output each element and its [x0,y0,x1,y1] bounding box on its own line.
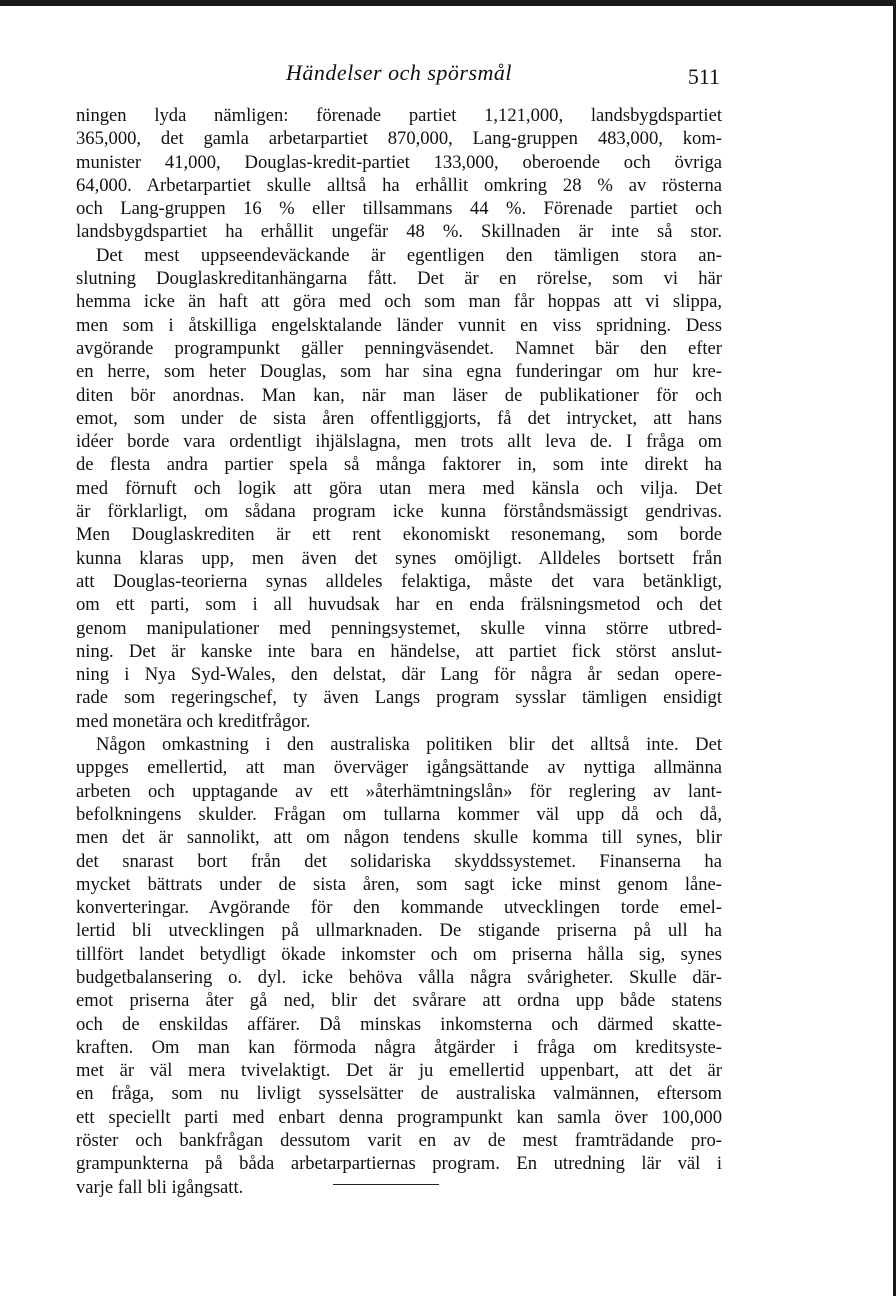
text-line: Det mest uppseendeväckande är egentligen den tämligen stora an- [96,244,722,266]
text-line: konverteringar. Avgörande för den kommande utvecklingen torde emel- [76,897,722,919]
page-number: 511 [687,64,720,89]
text-line: emot, som under de sista åren offentliggjorts, få det intrycket, att hans [76,407,722,429]
text-line: och de enskildas affärer. Då minskas inkomsterna och därmed skatte- [76,1013,722,1035]
text-line: arbeten och upptagande av ett »återhämtningslån» för reglering av lant- [76,780,722,802]
section-end-rule [333,1184,439,1185]
text-line: lertid bli utvecklingen på ullmarknaden. De stigande priserna på ull ha [76,920,722,942]
text-line: mycket bättrats under de sista åren, som sagt icke minst genom låne- [76,873,722,895]
page-header [76,58,722,98]
text-line: varje fall bli igångsatt. [76,1176,244,1198]
text-line: 64,000. Arbetarpartiet skulle alltså ha erhållit omkring 28 % av rösterna [76,174,722,196]
text-line: kunna klaras upp, men även det synes omöjligt. Alldeles bortsett från [76,547,722,569]
text-line: och Lang-gruppen 16 % eller tillsammans 44 %. Förenade partiet och [76,198,722,220]
text-line: rade som regeringschef, ty även Langs program sysslar tämligen ensidigt [76,687,722,709]
text-line: befolkningens skulder. Frågan om tullarna kommer väl upp då och då, [76,803,722,825]
body-text [76,104,722,1199]
text-line: det snarast bort från det solidariska skyddssystemet. Finanserna ha [76,850,722,872]
text-line: uppges emellertid, att man överväger igångsättande av nyttiga allmänna [76,757,722,779]
text-line: en fråga, som nu livligt sysselsätter de australiska valmännen, eftersom [76,1083,722,1105]
text-line: tillfört landet betydligt ökade inkomster och om priserna hålla sig, synes [76,943,722,965]
text-line: Men Douglaskrediten är ett rent ekonomiskt resonemang, som borde [76,524,722,546]
text-line: kraften. Om man kan förmoda några åtgärder i fråga om kreditsyste- [76,1036,722,1058]
text-line: munister 41,000, Douglas-kredit-partiet 133,000, oberoende och övriga [76,151,722,173]
text-line: hemma icke än haft att göra med och som man får hoppas att vi slippa, [76,291,722,313]
text-line: Någon omkastning i den australiska politiken blir det alltså inte. Det [96,734,722,756]
text-line: met är väl mera tvivelaktigt. Det är ju emellertid uppenbart, att det är [76,1060,722,1082]
text-line: men som i åtskilliga engelsktalande länder vunnit en viss spridning. Dess [76,314,722,336]
text-line: de flesta andra partier spela så många faktorer in, som inte direkt ha [76,454,722,476]
text-line: budgetbalansering o. dyl. icke behöva vålla några svårigheter. Skulle där- [76,966,722,988]
text-line: slutning Douglaskreditanhängarna fått. Det är en rörelse, som vi här [76,268,722,290]
text-line: med monetära och kreditfrågor. [76,710,311,732]
text-line: men det är sannolikt, att om någon tendens skulle komma till synes, blir [76,827,722,849]
text-line: idéer borde vara ordentligt ihjälslagna, men trots allt leva de. I fråga om [76,431,722,453]
text-line: diten bör anordnas. Man kan, när man läser de publikationer för och [76,384,722,406]
text-line: grampunkterna på båda arbetarpartiernas program. En utredning lär väl i [76,1153,722,1175]
text-line: genom manipulationer med penningsystemet, skulle vinna större utbred- [76,617,722,639]
text-line: röster och bankfrågan dessutom varit en av de mest framträdande pro- [76,1130,722,1152]
scan-border-top [0,0,896,6]
text-line: ning i Nya Syd-Wales, den delstat, där Lang för några år sedan opere- [76,664,722,686]
text-line: avgörande programpunkt gäller penningväsendet. Namnet bär den efter [76,337,722,359]
text-line: en herre, som heter Douglas, som har sina egna funderingar om hur kre- [76,361,722,383]
text-line: ningen lyda nämligen: förenade partiet 1,121,000, landsbygdspartiet [76,105,722,126]
text-line: ning. Det är kanske inte bara en händelse, att partiet fick störst anslut- [76,640,722,662]
text-line: är förklarligt, om sådana program icke kunna förståndsmässigt gendrivas. [76,501,722,523]
running-title: Händelser och spörsmål [285,60,513,85]
text-line: om ett parti, som i all huvudsak har en enda frälsningsmetod och det [76,594,722,616]
text-line: ett speciellt parti med enbart denna programpunkt kan samla över 100,000 [76,1106,722,1128]
text-line: 365,000, det gamla arbetarpartiet 870,000, Lang-gruppen 483,000, kom- [76,128,722,150]
text-line: att Douglas-teorierna synas alldeles felaktiga, måste det vara betänkligt, [76,570,722,592]
text-line: landsbygdspartiet ha erhållit ungefär 48 %. Skillnaden är inte så stor. [76,221,722,243]
text-line: emot priserna åter gå ned, blir det svårare att ordna upp både statens [76,990,722,1012]
text-line: med förnuft och logik att göra utan mera med känsla och vilja. Det [76,477,722,499]
